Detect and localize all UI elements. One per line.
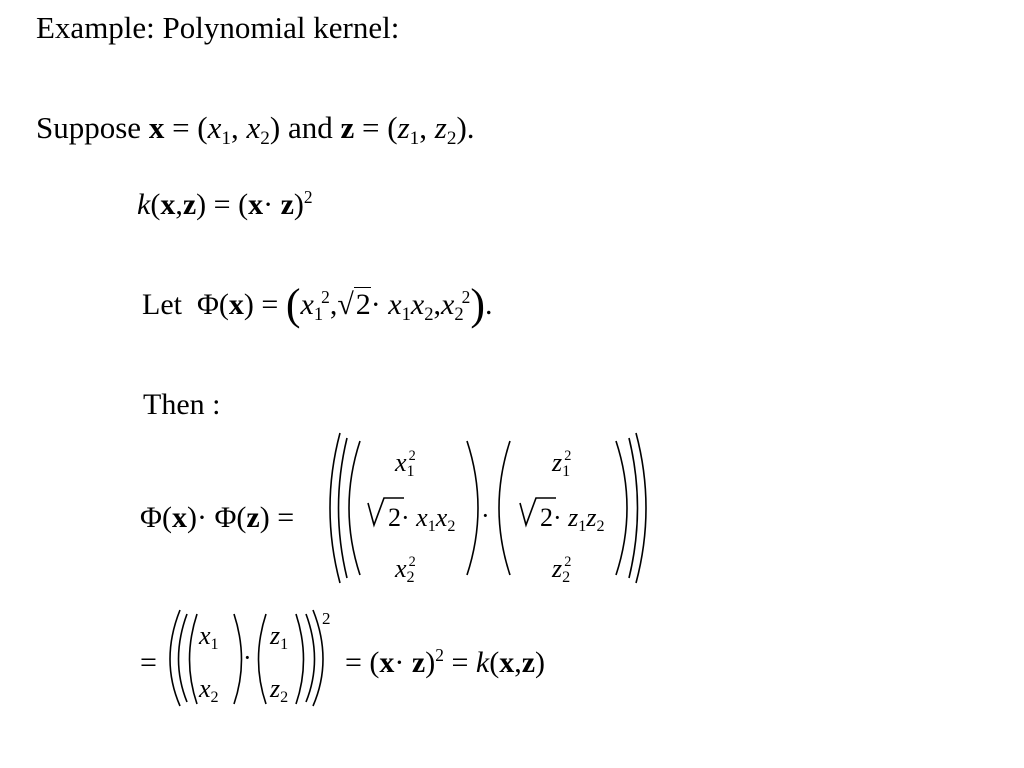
phi-x-cell-1: $x1^2$ bbox=[395, 448, 416, 481]
vec-phi-z-left-paren bbox=[499, 441, 510, 575]
kernel-definition: $k(x,z) = (x\cdot z)^2$ bbox=[137, 187, 313, 221]
phi-z-cell-3: $z2^2$ bbox=[552, 554, 572, 587]
vec-x-cell-2: x2 bbox=[199, 674, 219, 707]
vector-z: z bbox=[340, 110, 355, 145]
feature-map-definition: Let $\Phi(x) = (x1^2,√2\cdot x1x2,x2^2)$. bbox=[142, 280, 493, 329]
then-label: Then : bbox=[143, 388, 221, 421]
vec-z-cell-1: z1 bbox=[270, 621, 289, 654]
small-vector-dot: · bbox=[243, 643, 252, 672]
final-line-eq: = bbox=[140, 646, 157, 679]
vec-phi-x-left-paren bbox=[349, 441, 360, 575]
vec-x-right-paren bbox=[234, 614, 242, 704]
and-word: and bbox=[287, 110, 333, 145]
suppose-word: Suppose bbox=[36, 110, 142, 145]
phi-x-cell-3: $x2^2$ bbox=[395, 554, 416, 587]
vec-z-right-paren bbox=[296, 614, 304, 704]
vec-z-cell-2: z2 bbox=[270, 674, 289, 707]
final-outer-exponent: 2 bbox=[322, 609, 331, 628]
vector-x: x bbox=[148, 110, 165, 145]
phi-product-lhs: Φ(x)· Φ(z) = bbox=[140, 501, 295, 534]
vec-x-cell-1: x1 bbox=[199, 621, 219, 654]
final-line-rhs: = $(x\cdot z)^2 = k(x,z)$ bbox=[345, 645, 546, 679]
vector-dot-operator: · bbox=[481, 501, 490, 530]
suppose-line: Suppose x = (x1, x2) and z = (z1, z2). bbox=[36, 110, 475, 150]
let-word: Let bbox=[142, 288, 182, 321]
slide-title: Example: Polynomial kernel: bbox=[36, 10, 400, 45]
phi-z-cell-2: 2· z1z2 bbox=[540, 503, 605, 536]
vec-phi-z-right-paren bbox=[616, 441, 627, 575]
vec-phi-x-right-paren bbox=[467, 441, 478, 575]
vec-z-left-paren bbox=[259, 614, 267, 704]
vec-x-left-paren bbox=[190, 614, 198, 704]
phi-z-cell-1: $z1^2$ bbox=[552, 448, 572, 481]
phi-x-cell-2: 2· x1x2 bbox=[388, 503, 456, 536]
